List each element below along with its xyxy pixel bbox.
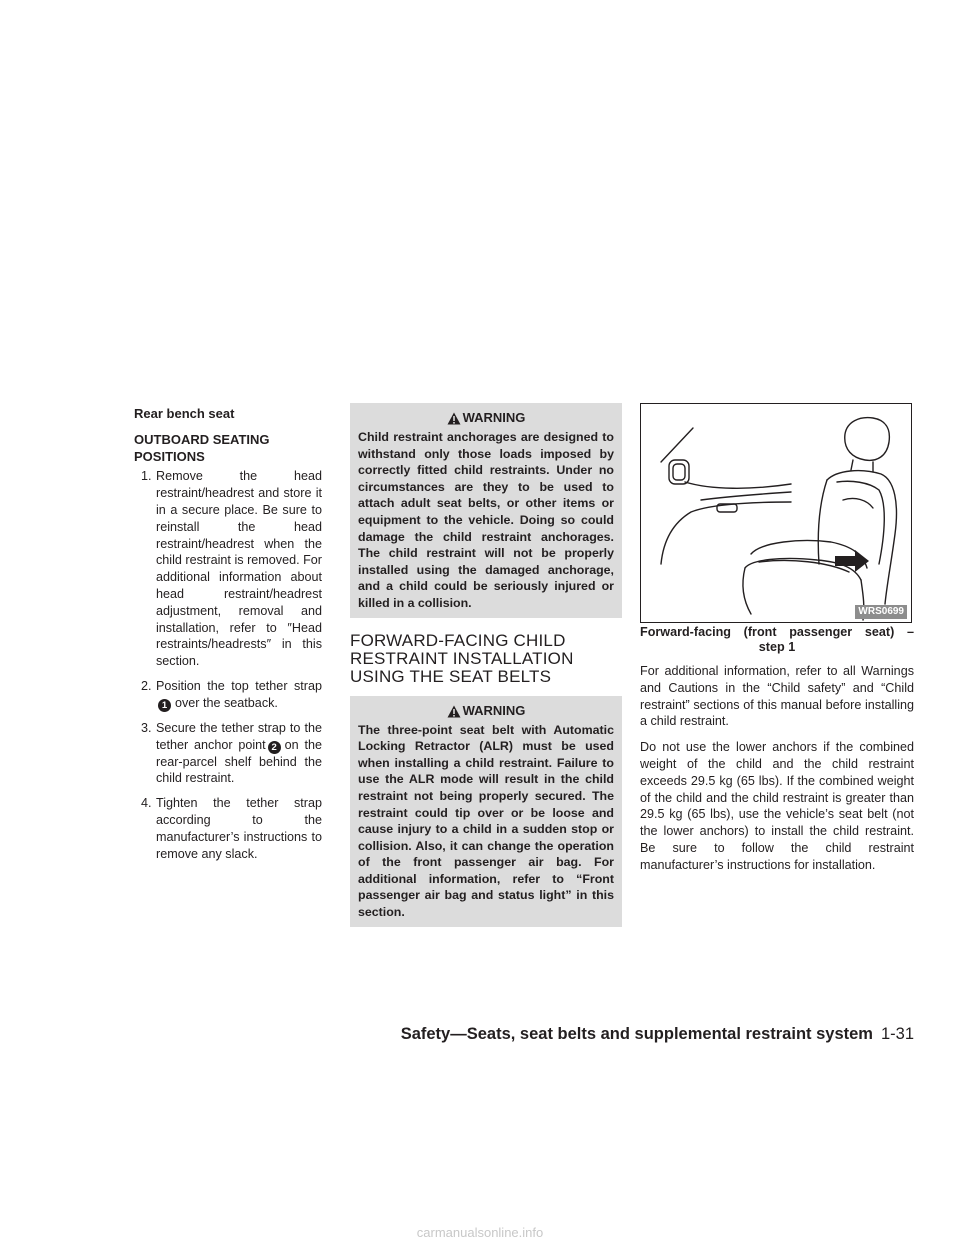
step-number: 3. xyxy=(141,720,152,735)
step-text: Tighten the tether strap according to the manufacturer’s instructions to remove any slack. xyxy=(156,796,322,861)
column-middle xyxy=(350,403,622,941)
warning-box xyxy=(350,403,622,618)
callout-marker: 2 xyxy=(268,741,281,754)
figure-code: WRS0699 xyxy=(855,605,907,619)
list-item xyxy=(134,468,322,670)
column-right xyxy=(640,403,914,883)
warning-box xyxy=(350,696,622,927)
step-text: Remove the head restraint/headrest and store it in a secure place. Be sure to reinstall the head restraint/headrest when the child restraint is removed. For additional information about head restraint/headrest adjustment, removal and installation, refer to ″Head restraints/headrests″ in this section. xyxy=(156,469,322,669)
callout-marker: 1 xyxy=(158,699,171,712)
warning-icon xyxy=(447,705,461,718)
list-item xyxy=(134,795,322,862)
caps-heading: OUTBOARD SEATING POSITIONS xyxy=(134,431,270,464)
list-item xyxy=(134,720,322,787)
step-number: 1. xyxy=(141,469,152,484)
step-text: on the rear-parcel shelf behind the child restraint. xyxy=(156,737,322,786)
watermark[interactable]: carmanualsonline.info xyxy=(416,1225,544,1240)
warning-title: WARNING xyxy=(462,702,526,718)
paragraph: For additional information, refer to all Warnings and Cautions in the “Child safety” and “Child restraint” sections of this manual before installing a child restraint. xyxy=(640,664,914,729)
steps-list xyxy=(134,468,322,862)
step-text: over the seatback. xyxy=(175,695,278,710)
step-number: 4. xyxy=(141,796,152,811)
column-left xyxy=(134,403,322,870)
step-text: Position the top tether strap xyxy=(156,678,322,693)
warning-icon xyxy=(447,412,461,425)
seat-drawing xyxy=(641,404,911,622)
subheading: Rear bench seat xyxy=(134,406,235,421)
warning-text: The three-point seat belt with Automatic Locking Retractor (ALR) must be used when installing a child restraint. Failure to use the ALR mode will result in the child restraint not being properly secured. The restraint could tip over or be loose and cause injury to a child in a sudden stop or collision. Also, it can change the operation of the front passenger air bag. For additional information, refer to “Front passenger air bag and status light” in this section. xyxy=(358,722,614,920)
page-number: 1-31 xyxy=(880,1025,914,1043)
footer-title: Safety—Seats, seat belts and supplemental restraint system xyxy=(400,1025,873,1043)
step-number: 2. xyxy=(141,678,152,693)
paragraph: Do not use the lower anchors if the combined weight of the child and the child restraint exceeds 29.5 kg (65 lbs). If the combined weight of the child and the child restraint is greater than 29.5 kg (65 lbs), use the vehicle’s seat belt (not the lower anchors) to install the child restraint. Be sure to follow the child restraint manufacturer’s instructions for installation. xyxy=(640,740,914,872)
seat-illustration xyxy=(640,403,912,623)
warning-title: WARNING xyxy=(462,410,526,425)
caption-line: Forward-facing (front passenger seat) – xyxy=(640,625,914,639)
page-footer xyxy=(401,1025,914,1044)
step-text: Secure the tether strap to the tether anchor point xyxy=(156,720,322,752)
warning-text: Child restraint anchorages are designed to withstand only those loads imposed by correctly fitted child restraints. Under no circumstances are they to be used to attach adult seat belts, or other items or equipment to the vehicle. Doing so could damage the child restraint anchorages. The child restraint will not be properly installed using the damaged anchorage, and a child could be seriously injured or killed in a collision. xyxy=(358,430,614,610)
figure-caption xyxy=(640,625,914,655)
caption-line: step 1 xyxy=(758,640,796,654)
section-title: FORWARD-FACING CHILD RESTRAINT INSTALLATION USING THE SEAT BELTS xyxy=(350,630,574,686)
list-item xyxy=(134,678,322,712)
